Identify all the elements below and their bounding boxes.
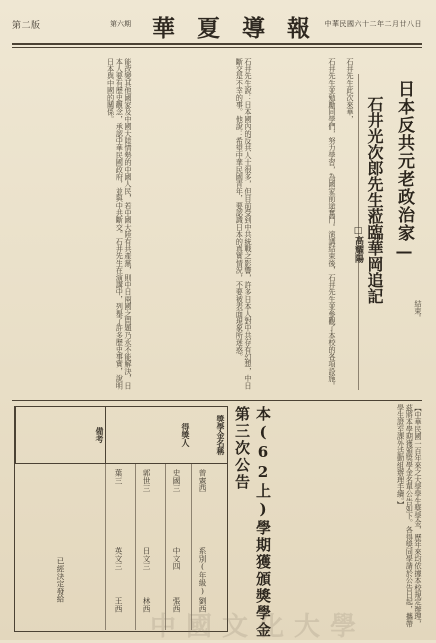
announcement-body: 【中華民國一百年來之大學學生獎學金，歷年來均依據本校規定辦理，茲將本學期獲頒獎學金名單公告如下。各得獎同學請於公告日起，攜帶學生證至課外活動組辦理手續。】 (396, 404, 423, 628)
table-cell: 英文三 (114, 547, 123, 570)
table-cell: 曾憲西 (198, 469, 207, 492)
table-cell: 張西 (172, 597, 181, 613)
table-cell: 史國三 (172, 469, 181, 492)
page-number: 第二版 (12, 21, 41, 31)
article-subheadline: 石井光次郎先生蒞臨華岡追記 (365, 96, 384, 304)
article-column-2: 石井先生說：日本國內的反共人士很多，但目前受到中共統戰之影響，許多日本人對中共存有幻想，中日斷交是不幸的事。他說：希望中華民國青年，要認識日本的真實情況，不要被表面現象所迷惑。 (235, 58, 253, 390)
masthead (12, 12, 422, 42)
masthead-rule (12, 43, 422, 45)
archive-watermark: 中國文化大學 (150, 612, 367, 642)
table-cell: 劉西 (198, 597, 207, 613)
article-column-3: 石井先生並勉勵同學們，努力學習，為國家前途奮鬥。演講結束後，石井先生並參觀了本校的各項設施。 (328, 58, 337, 390)
article-author: □高耀陽 (353, 226, 363, 263)
table-cell: 系別(年級) (198, 547, 207, 596)
article-headline: 日本反共元老政治家— (394, 80, 414, 263)
publication-date: 中華民國六十二年二月廿八日 (324, 20, 422, 28)
announcement-title: 本(62上)學期獲頒獎學金第三次公告 (233, 406, 272, 639)
article-column-4: 石井先生此次來華， (346, 58, 355, 123)
table-gridline (135, 464, 136, 630)
scholarship-table (14, 406, 228, 632)
table-cell: 王西 (114, 597, 123, 613)
table-note: 已經決定發給 (56, 557, 65, 603)
table-cell: 日文三 (142, 547, 151, 570)
table-cell: 葉三 (114, 469, 123, 485)
table-header-scholarship: 獎學金名稱 (216, 415, 226, 455)
table-cell: 中文四 (172, 547, 181, 570)
table-header-recipient: 得獎人 (105, 407, 192, 463)
article-column-1: 能改變其他國家及中國大陸情勢的中國人民，若中國大陸有共產黨，則中日兩國之問題乃永不能解決，日本人要有歷史觀念，承認中華民國政府，並與中共斷交。石井先生在演講中，列舉了許多歷史事實，說明日本與中國的關係。 (106, 58, 133, 390)
article-tail: 結束。 (414, 300, 423, 322)
section-divider (12, 400, 422, 401)
issue-number: 第六期 (110, 20, 131, 28)
newspaper-title: 華夏導報 (152, 15, 332, 42)
table-gridline (105, 464, 106, 630)
table-header-rule (15, 463, 227, 464)
masthead-rule-thin (12, 47, 422, 48)
table-cell: 林西 (142, 597, 151, 613)
table-header-note: 備考 (15, 407, 106, 463)
table-cell: 郭世三 (142, 469, 151, 492)
